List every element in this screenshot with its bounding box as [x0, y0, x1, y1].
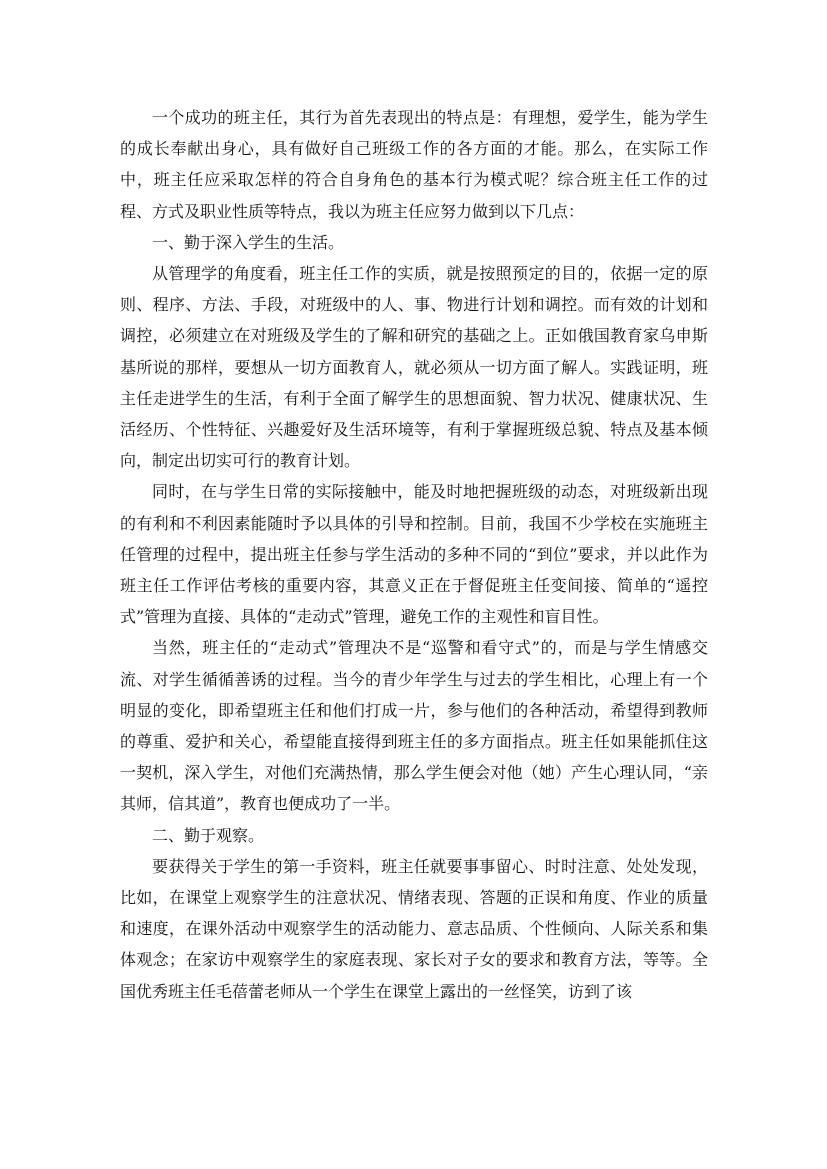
paragraph-daily-contact: 同时，在与学生日常的实际接触中，能及时地把握班级的动态，对班级新出现的有利和不利因素能随时予以具体的引导和控制。目前，我国不少学校在实施班主任管理的过程中，提出班主任参与学生活动的多种不同的“到位”要求，并以此作为班主任工作评估考核的重要内容，其意义正在于督促班主任变间接、简单的“遥控式”管理为直接、具体的“走动式”管理，避免工作的主观性和盲目性。 — [120, 482, 708, 627]
paragraph-management: 从管理学的角度看，班主任工作的实质，就是按照预定的目的，依据一定的原则、程序、方法、手段，对班级中的人、事、物进行计划和调控。而有效的计划和调控，必须建立在对班级及学生的了解和研究的基础之上。正如俄国教育家乌申斯基所说的那样，要想从一切方面教育人，就必须从一切方面了解人。实践证明，班主任走进学生的生活，有利于全面了解学生的思想面貌、智力状况、健康状况、生活经历、个性特征、兴趣爱好及生活环境等，有利于掌握班级总貌、特点及基本倾向，制定出切实可行的教育计划。 — [120, 264, 708, 471]
section-heading-1: 一、勤于深入学生的生活。 — [152, 232, 345, 252]
document-page — [120, 102, 708, 1007]
paragraph-intro: 一个成功的班主任，其行为首先表现出的特点是：有理想，爱学生，能为学生的成长奉献出身心，具有做好自己班级工作的各方面的才能。那么，在实际工作中，班主任应采取怎样的符合自身角色的基本行为模式呢？综合班主任工作的过程、方式及职业性质等特点，我以为班主任应努力做到以下几点： — [120, 108, 708, 221]
section-heading-2: 二、勤于观察。 — [152, 825, 265, 845]
paragraph-observation: 要获得关于学生的第一手资料，班主任就要事事留心、时时注意、处处发现，比如，在课堂上观察学生的注意状况、情绪表现、答题的正误和角度、作业的质量和速度，在课外活动中观察学生的活动能力、意志品质、个性倾向、人际关系和集体观念；在家访中观察学生的家庭表现、家长对子女的要求和教育方法，等等。全国优秀班主任毛蓓蕾老师从一个学生在课堂上露出的一丝怪笑，访到了该 — [120, 856, 708, 1001]
paragraph-walking-management: 当然，班主任的“走动式”管理决不是“巡警和看守式”的，而是与学生情感交流、对学生循循善诱的过程。当今的青少年学生与过去的学生相比，心理上有一个明显的变化，即希望班主任和他们打成一片，参与他们的各种活动，希望得到教师的尊重、爱护和关心，希望能直接得到班主任的多方面指点。班主任如果能抓住这一契机，深入学生，对他们充满热情，那么学生便会对他（她）产生心理认同，“亲其师，信其道”，教育也便成功了一半。 — [120, 638, 708, 814]
